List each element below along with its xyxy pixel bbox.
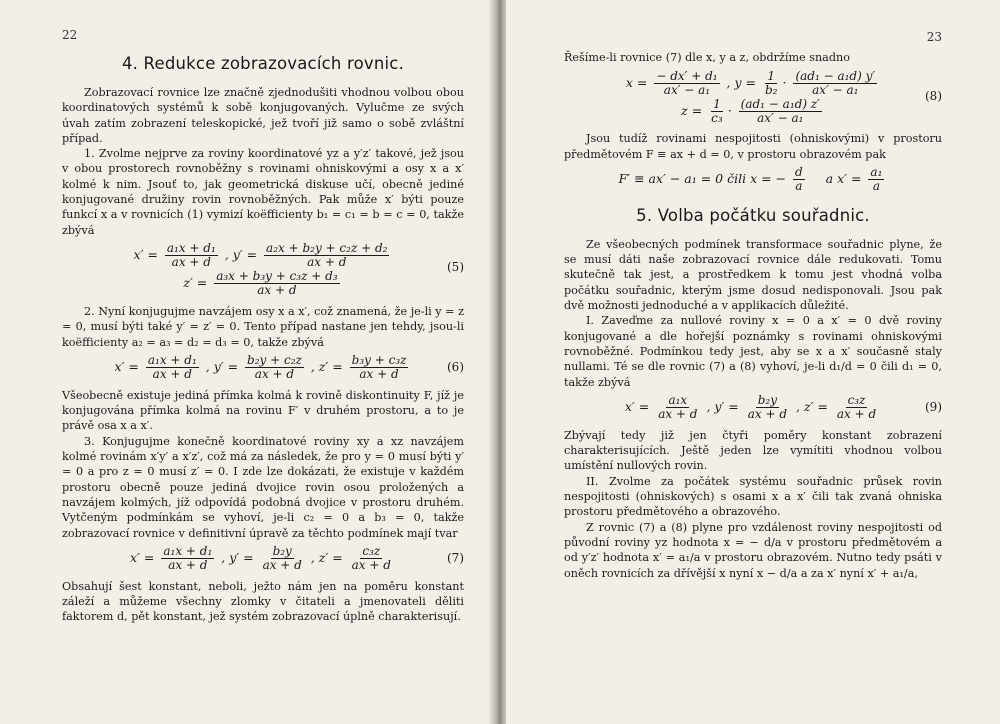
section-heading-5: 5. Volba počátku souřadnic. [636, 205, 870, 225]
equation-7: x′ = $\frac{\text{a₁x + d₁}}{ax + d}$ , y′ = $\frac{\text{b₂y}}{ax + d}$ , z′ = $\frac{\text{c₃z}}{ax + d}$ (7) [130, 544, 464, 573]
section-heading-4: 4. Redukce zobrazovacích rovnic. [121, 54, 405, 73]
paragraph: Obsahují šest konstant, neboli, ježto nám jen na poměru konstant záleží a můžeme všechny zlomky v čitateli a jmenovateli děliti faktorem d, pět konstant, jež systém zobrazovací úplně charakterisují. [62, 579, 464, 624]
equation-5: x′ = $\frac{\text{a₁x + d₁}}{ax + d}$ , y′ = $\frac{\text{a₂x + b₂y + c₂z + d₂}}{ax + d}$ z′ = $\frac{\text{a₃x + b₃y + c₃z + d₃}}{ax + d}$ (5) [133, 241, 464, 298]
paragraph: I. Zaveďme za nullové roviny x = 0 a x′ = 0 dvě roviny konjugované a dle hořejší poznámky s rovinami ohniskovými rovnoběžné. Podmínkou tedy jest, aby se x a x′ současně staly nullami. Té se dle rovnic (7) a (8) vyhoví, je-li d₁/d = 0 čili d₁ = 0, takže zbývá [564, 314, 942, 389]
equation-9: x′ = $\frac{\text{a₁x}}{ax + d}$ , y′ = $\frac{\text{b₂y}}{ax + d}$ , z′ = $\frac{\text{c₃z}}{ax + d}$ (9) [624, 393, 942, 422]
right-page [506, 0, 1000, 724]
equation-number: (9) [925, 399, 942, 414]
paragraph: Z rovnic (7) a (8) plyne pro vzdálenost roviny nespojitosti od původní roviny yz hodnota x = − d/a v prostoru předmětovém a od y′z′ hodnota x′ = a₁/a v prostoru obrazovém. Nutno tedy psáti v oněch rovnicích za dřívější x nyní x − d/a a za x′ nyní x′ + a₁/a, [564, 520, 942, 580]
paragraph: Jsou tudíž rovinami nespojitosti (ohniskovými) v prostoru předmětovém F ≡ ax + d = 0, v prostoru obrazovém pak [564, 132, 942, 161]
equation-number: (6) [447, 359, 464, 374]
equation-number: (5) [447, 259, 464, 274]
page-number-left: 22 [62, 28, 78, 42]
paragraph: Zobrazovací rovnice lze značně zjednodušiti vhodnou volbou obou koordinatových systémů k sobě konjugovaných. Vylučme ze svých úvah zatím zobrazení teleskopické, jež tvoří již samo o sobě zvláštní případ. [62, 86, 464, 145]
equation-focal-planes: F′ ≡ ax′ − a₁ = 0 čili x = − $\frac{d}{a}$ a x′ = $\frac{\text{a₁}}{a}$ [618, 165, 883, 194]
paragraph: II. Zvolme za počátek systému souřadnic průsek rovin nespojitosti (ohniskových) s osami x a x′ čili tak zvaná ohniska prostoru předmětového a obrazového. [564, 474, 942, 519]
paragraph: Ze všeobecných podmínek transformace souřadnic plyne, že se musí dáti naše zobrazovací rovnice dále redukovati. Tomu skutečně tak jest, a prostředkem k tomu jest vhodná volba počátku souřadnic, kterým jsme dosud nedisponovali. Jsou pak dvě možnosti jednoduché a v applikacích důležité. [564, 237, 942, 313]
equation-number: (7) [447, 550, 464, 565]
left-page [0, 0, 494, 724]
paragraph: 1. Zvolme nejprve za roviny koordinatové yz a y′z′ takové, jež jsou v obou prostorech rovnoběžny s rovinami ohniskovými a osy x a x′ kolmé k nim. Jsouť to, jak geometrická diskuse učí, obecně jediné konjugované družiny rovin rovnoběžných. Pak může x′ býti pouze funkcí x a v rovnicích (1) vymizí koëfficienty b₁ = c₁ = b = c = 0, takže zbývá [62, 147, 464, 237]
equation-6: x′ = $\frac{\text{a₁x + d₁}}{ax + d}$ , y′ = $\frac{\text{b₂y + c₂z}}{ax + d}$ , z′ = $\frac{\text{b₃y + c₃z}}{ax + d}$ (6) [114, 353, 464, 382]
paragraph: Řešíme-li rovnice (7) dle x, y a z, obdržíme snadno [564, 51, 850, 64]
paragraph: Všeobecně existuje jediná přímka kolmá k rovině diskontinuity F, jíž je konjugována přímka kolmá na rovinu F′ v druhém prostoru, a to je právě osa x a x′. [62, 388, 464, 433]
equation-8: x = $\frac{\text{− dx′ + d₁}}{\text{ax′ − a₁}}$ , y = $\frac{1}{\text{b₂}}$ · $\frac{\text{(ad₁ − a₁d) y′}}{\text{ax′ − a₁}}$ z = $\frac{1}{\text{c₃}}$ · $\frac{\text{(ad₁ − a₁d) z′}}{\text{ax′ − a₁}}$ (8) [625, 68, 942, 125]
paragraph: 2. Nyní konjugujme navzájem osy x a x′, což znamená, že je-li y = z = 0, musí býti také y′ = z′ = 0. Tento případ nastane jen tehdy, jsou-li koëfficienty a₂ = a₃ = d₂ = d₃ = 0, takže zbývá [62, 304, 464, 349]
page-number-right: 23 [926, 30, 942, 44]
paragraph: 3. Konjugujme konečně koordinatové roviny xy a xz navzájem kolmé rovinám x′y′ a x′z′, což má za následek, že pro y = 0 musí býti y′ = 0 a pro z = 0 musí z′ = 0. I zde lze dokázati, že existuje v každém prostoru obecně pouze jediná dvojice rovin osou proložených a navzájem kolmých, jíž odpovídá podobná dvojice v prostoru druhém. Vytčeným podmínkám se vyhoví, je-li c₂ = 0 a b₃ = 0, takže zobrazovací rovnice v definitivní úpravě za těchto podmínek mají tvar [62, 434, 464, 540]
paragraph: Zbývají tedy již jen čtyři poměry konstant zobrazení charakterisujících. Ještě jeden lze vymítiti vhodnou volbou umístění nullových rovin. [564, 428, 942, 473]
equation-number: (8) [925, 89, 942, 104]
